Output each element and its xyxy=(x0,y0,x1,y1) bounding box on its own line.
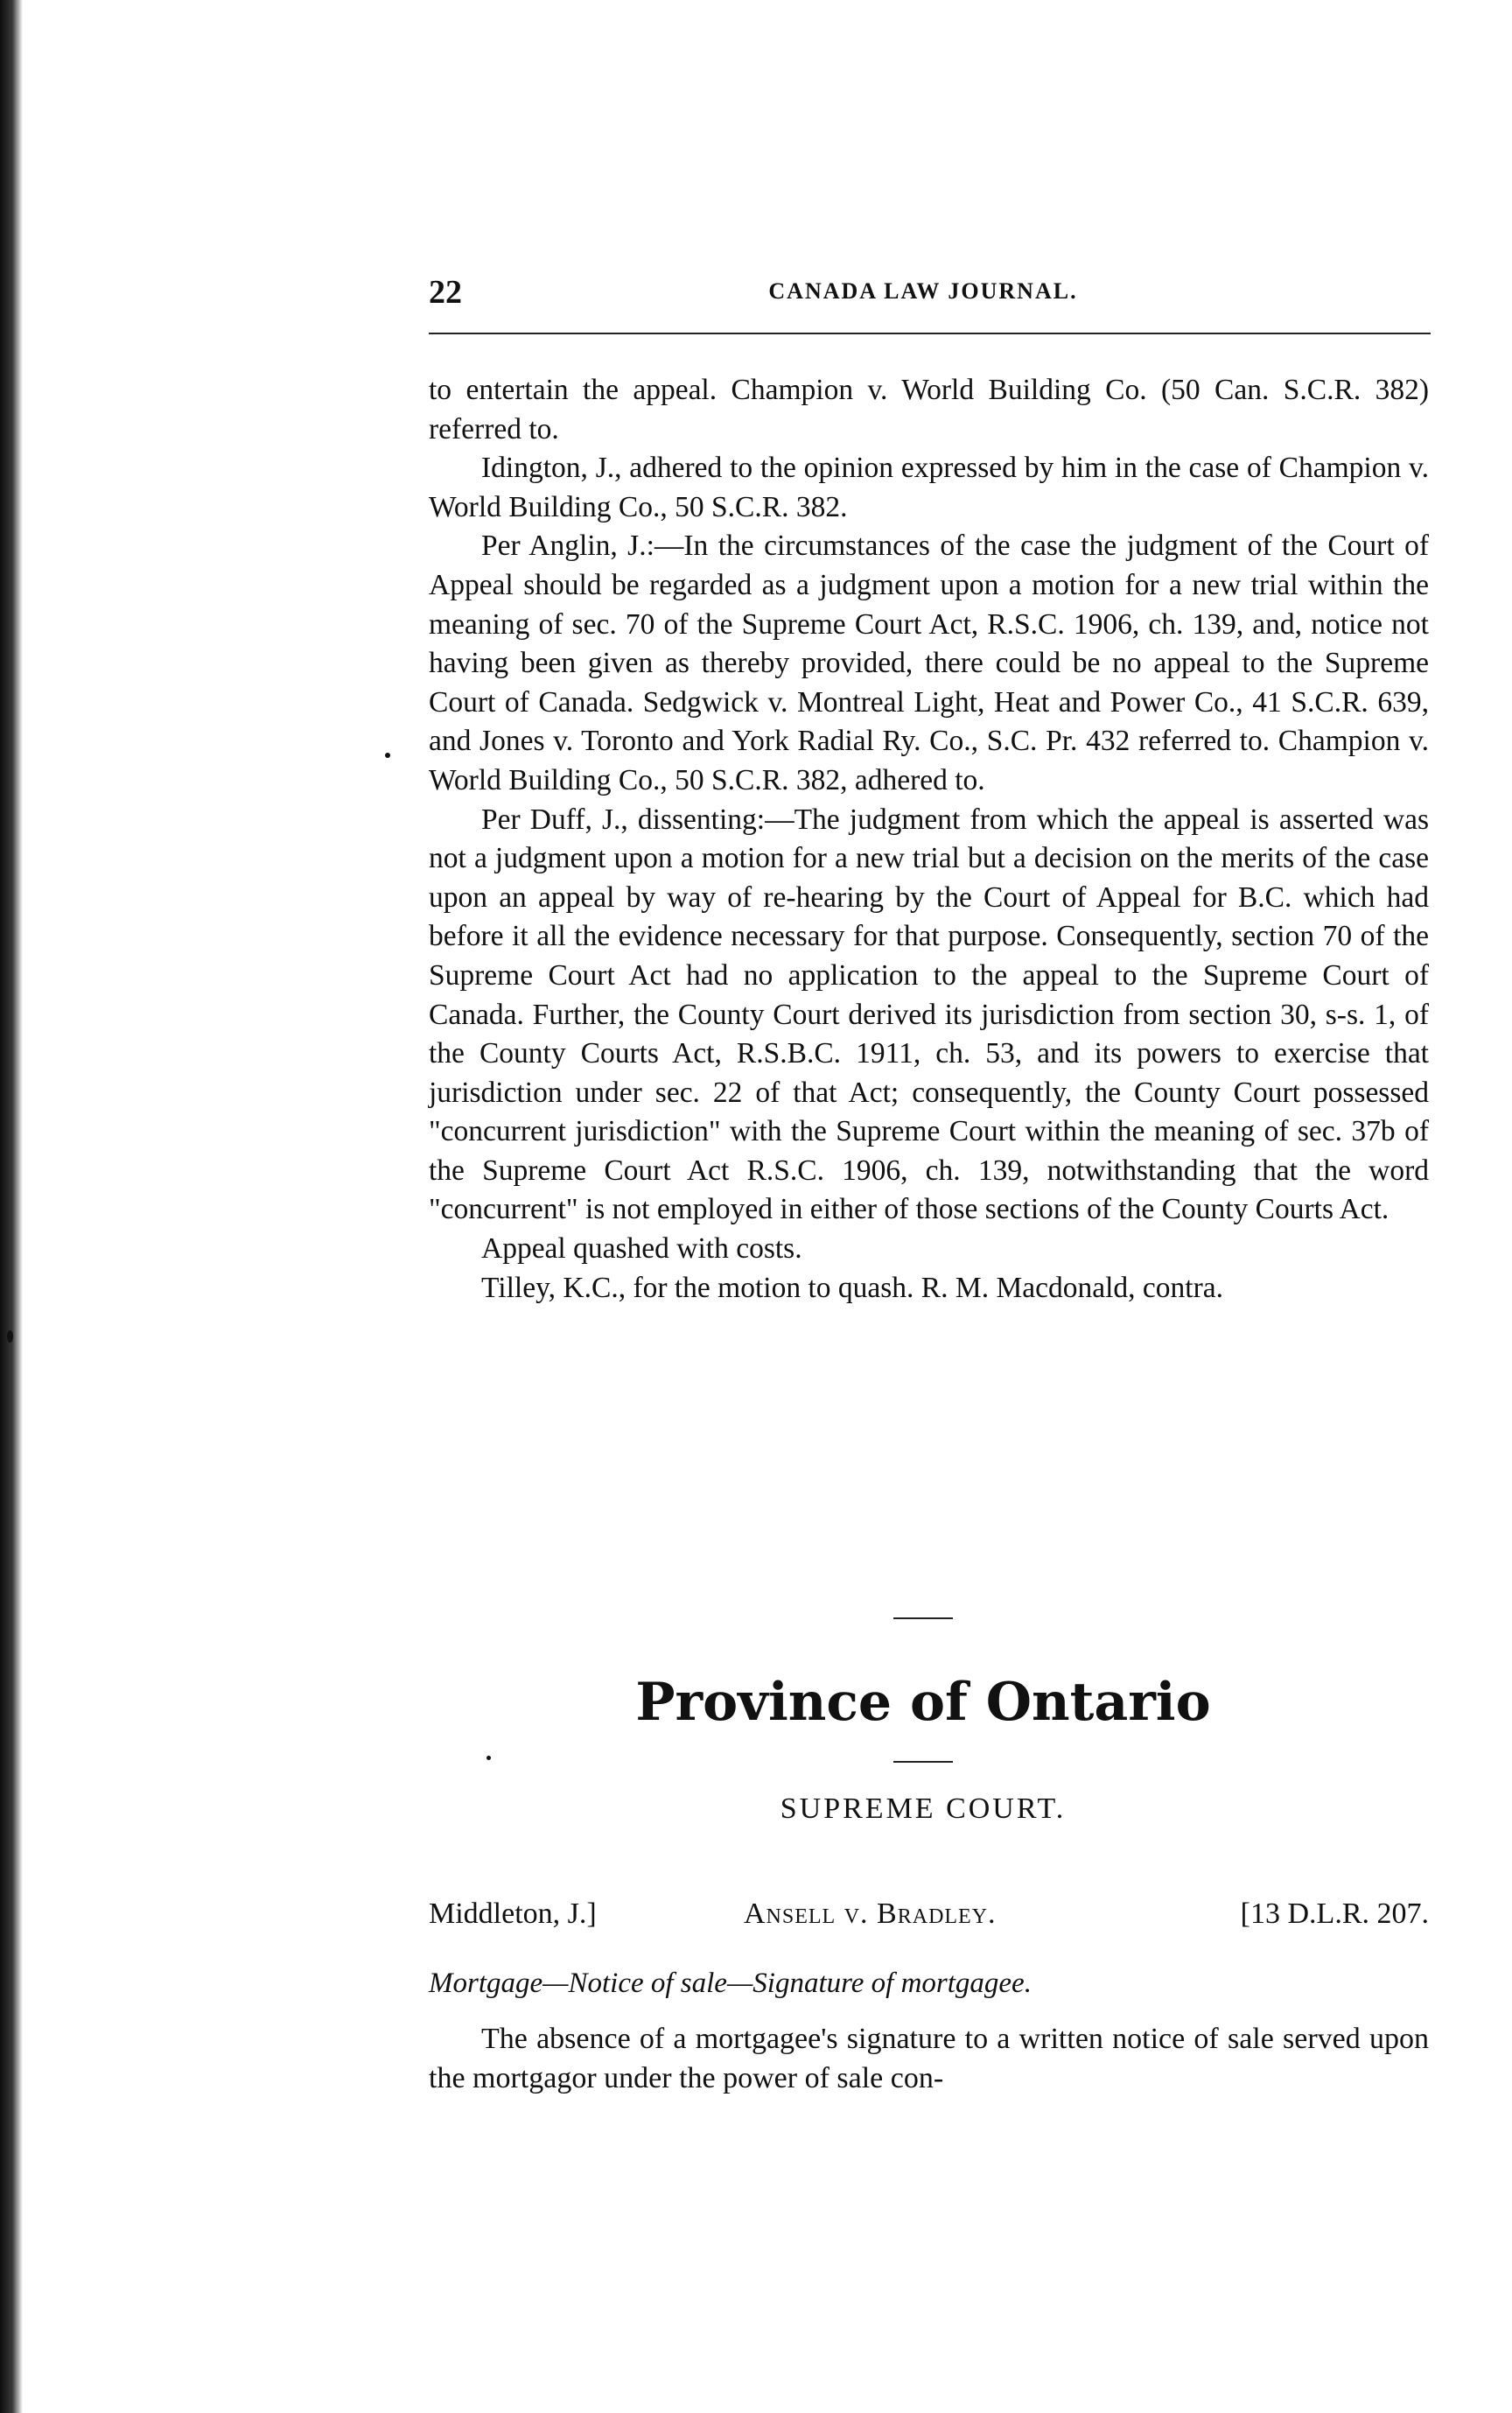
case-citation: [13 D.L.R. 207. xyxy=(1240,1897,1429,1930)
page-header xyxy=(420,273,1426,315)
scan-speck xyxy=(486,1756,491,1760)
headnote-text xyxy=(429,2020,1429,2098)
scan-page-edge xyxy=(0,0,23,2413)
paragraph: to entertain the appeal. Champion v. World Building Co. (50 Can. S.C.R. 382) referred to. xyxy=(429,374,1429,445)
catchwords: Mortgage—Notice of sale—Signature of mortgagee. xyxy=(429,1968,1032,1999)
paragraph: Tilley, K.C., for the motion to quash. R. M. Macdonald, contra. xyxy=(481,1271,1223,1304)
header-rule xyxy=(429,333,1431,334)
section-divider xyxy=(893,1617,953,1619)
paragraph: Appeal quashed with costs. xyxy=(481,1232,802,1266)
case-parties: Ansell v. Bradley. xyxy=(744,1897,997,1930)
scan-speck xyxy=(7,1330,13,1343)
page-number: 22 xyxy=(429,274,462,311)
paragraph: Idington, J., adhered to the opinion expressed by him in the case of Champion v. World Building Co., 50 S.C.R. 382. xyxy=(429,452,1429,523)
court-heading: SUPREME COURT. xyxy=(780,1792,1067,1825)
judge-name: Middleton, J.] xyxy=(429,1897,597,1930)
case-heading xyxy=(429,1897,1429,1936)
province-heading: Province of Ontario xyxy=(635,1672,1211,1733)
section-divider xyxy=(893,1761,953,1763)
case-report-body xyxy=(429,371,1429,1308)
paragraph: Per Duff, J., dissenting:—The judgment from which the appeal is asserted was not a judgment upon a motion for a new trial but a decision on the merits of the case upon an appeal by way of re-hearing by the Court of Appeal for B.C. which had before it all the evidence necessary for that purpose. Consequently, section 70 of the Supreme Court Act had no application to the appeal to the Supreme Court of Canada. Further, the County Court derived its jurisdiction from section 30, s-s. 1, of the County Courts Act, R.S.B.C. 1911, ch. 53, and its powers to exercise that jurisdiction under sec. 22 of that Act; consequently, the County Court possessed "concurrent jurisdiction" with the Supreme Court within the meaning of sec. 37b of the Supreme Court Act R.S.C. 1906, ch. 139, notwithstanding that the word "concurrent" is not employed in either of those sections of the County Courts Act. xyxy=(429,803,1429,1226)
paragraph: The absence of a mortgagee's signature to a written notice of sale served upon the mortgagor under the power of sale con- xyxy=(429,2023,1429,2094)
scan-speck xyxy=(385,753,390,758)
paragraph: Per Anglin, J.:—In the circumstances of the case the judgment of the Court of Appeal should be regarded as a judgment upon a motion for a new trial within the meaning of sec. 70 of the Supreme Court Act, R.S.C. 1906, ch. 139, and, notice not having been given as thereby provided, there could be no appeal to the Supreme Court of Canada. Sedgwick v. Montreal Light, Heat and Power Co., 41 S.C.R. 639, and Jones v. Toronto and York Radial Ry. Co., S.C. Pr. 432 referred to. Champion v. World Building Co., 50 S.C.R. 382, adhered to. xyxy=(429,530,1429,796)
running-title: CANADA LAW JOURNAL. xyxy=(768,278,1078,304)
